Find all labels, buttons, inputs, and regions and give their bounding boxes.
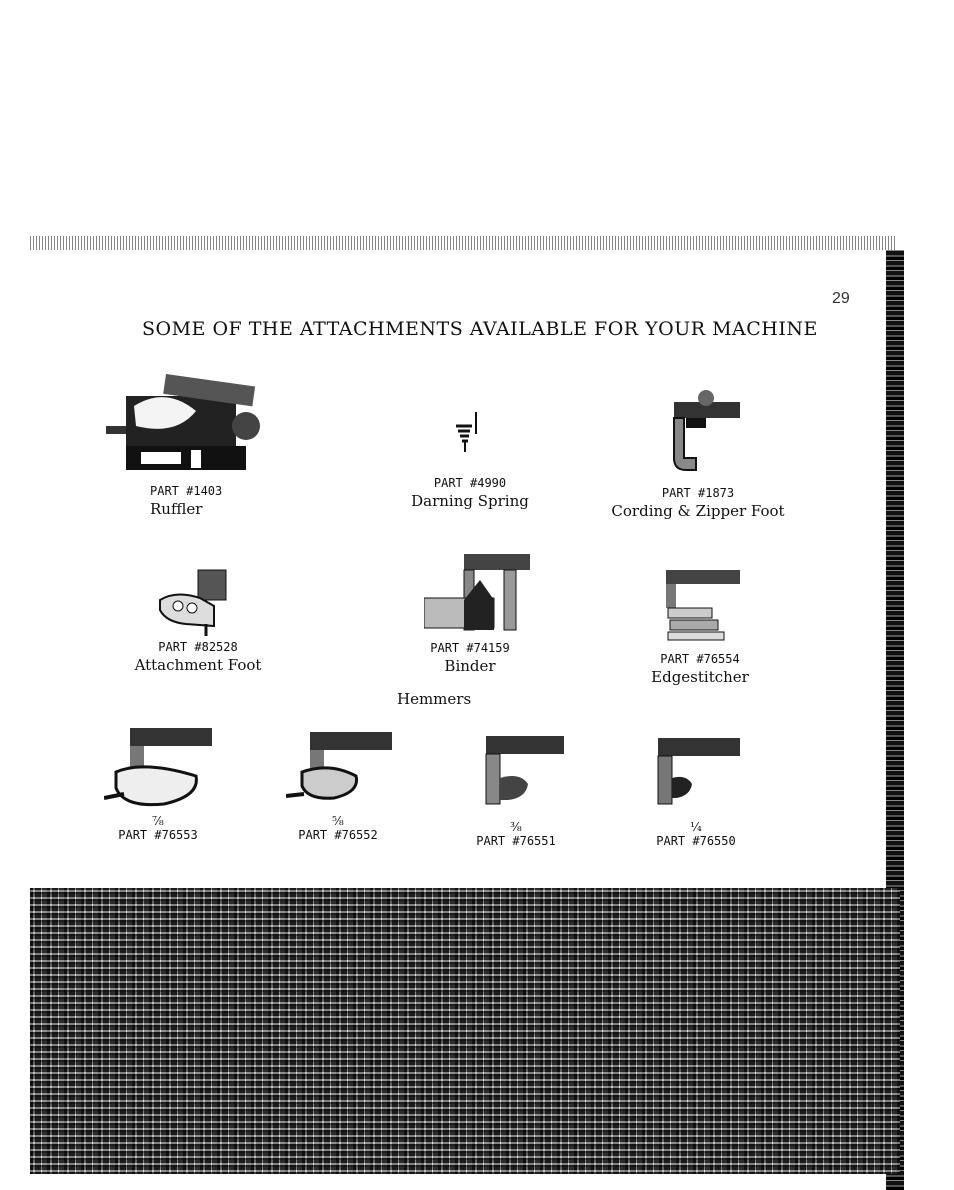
part-number: PART #76553 bbox=[118, 828, 198, 842]
hemmer-item bbox=[466, 820, 566, 848]
attachment-name: Edgestitcher bbox=[651, 668, 749, 686]
hemmer-item bbox=[288, 814, 388, 842]
attachment-edgestitcher bbox=[640, 652, 760, 686]
attachment-ruffler bbox=[150, 484, 222, 518]
hemmer-size: ⅝ bbox=[332, 814, 344, 828]
hemmers-heading: Hemmers bbox=[397, 690, 472, 708]
hemmer-item bbox=[108, 814, 208, 842]
attachment-darning-spring bbox=[405, 476, 535, 510]
part-number: PART #74159 bbox=[430, 641, 510, 655]
binder-icon bbox=[424, 550, 536, 636]
part-number: PART #1873 bbox=[661, 486, 735, 500]
part-number: PART #76552 bbox=[298, 828, 378, 842]
scan-border-top bbox=[30, 236, 896, 250]
hemmer-icon bbox=[104, 724, 216, 810]
part-number: PART #76551 bbox=[476, 834, 556, 848]
attachment-name: Ruffler bbox=[150, 500, 203, 518]
part-number: PART #1403 bbox=[150, 484, 223, 498]
scan-border-bottom bbox=[30, 888, 900, 1174]
darning-spring-icon bbox=[452, 410, 484, 454]
attachment-name: Cording & Zipper Foot bbox=[611, 502, 785, 520]
attachment-name: Attachment Foot bbox=[134, 656, 262, 674]
attachment-attachment-foot bbox=[128, 640, 268, 674]
edgestitcher-icon bbox=[664, 566, 744, 642]
hemmer-size: ⅞ bbox=[152, 814, 164, 828]
attachment-foot-icon bbox=[156, 566, 232, 638]
page-number: 29 bbox=[832, 290, 850, 307]
part-number: PART #76550 bbox=[656, 834, 736, 848]
ruffler-icon bbox=[106, 366, 270, 478]
attachment-cording-zipper-foot bbox=[608, 486, 788, 520]
part-number: PART #76554 bbox=[660, 652, 740, 666]
hemmer-size: ¼ bbox=[690, 820, 702, 834]
attachment-name: Binder bbox=[444, 657, 496, 675]
part-number: PART #82528 bbox=[158, 640, 238, 654]
hemmer-icon bbox=[652, 734, 744, 808]
hemmer-icon bbox=[286, 728, 396, 804]
attachment-name: Darning Spring bbox=[411, 492, 529, 510]
hemmer-icon bbox=[472, 732, 568, 812]
cording-zipper-foot-icon bbox=[656, 388, 746, 474]
page-title: SOME OF THE ATTACHMENTS AVAILABLE FOR YOUR MACHINE bbox=[142, 318, 818, 340]
hemmer-size: ⅜ bbox=[510, 820, 522, 834]
part-number: PART #4990 bbox=[433, 476, 507, 490]
attachment-binder bbox=[410, 641, 530, 675]
hemmer-item bbox=[646, 820, 746, 848]
